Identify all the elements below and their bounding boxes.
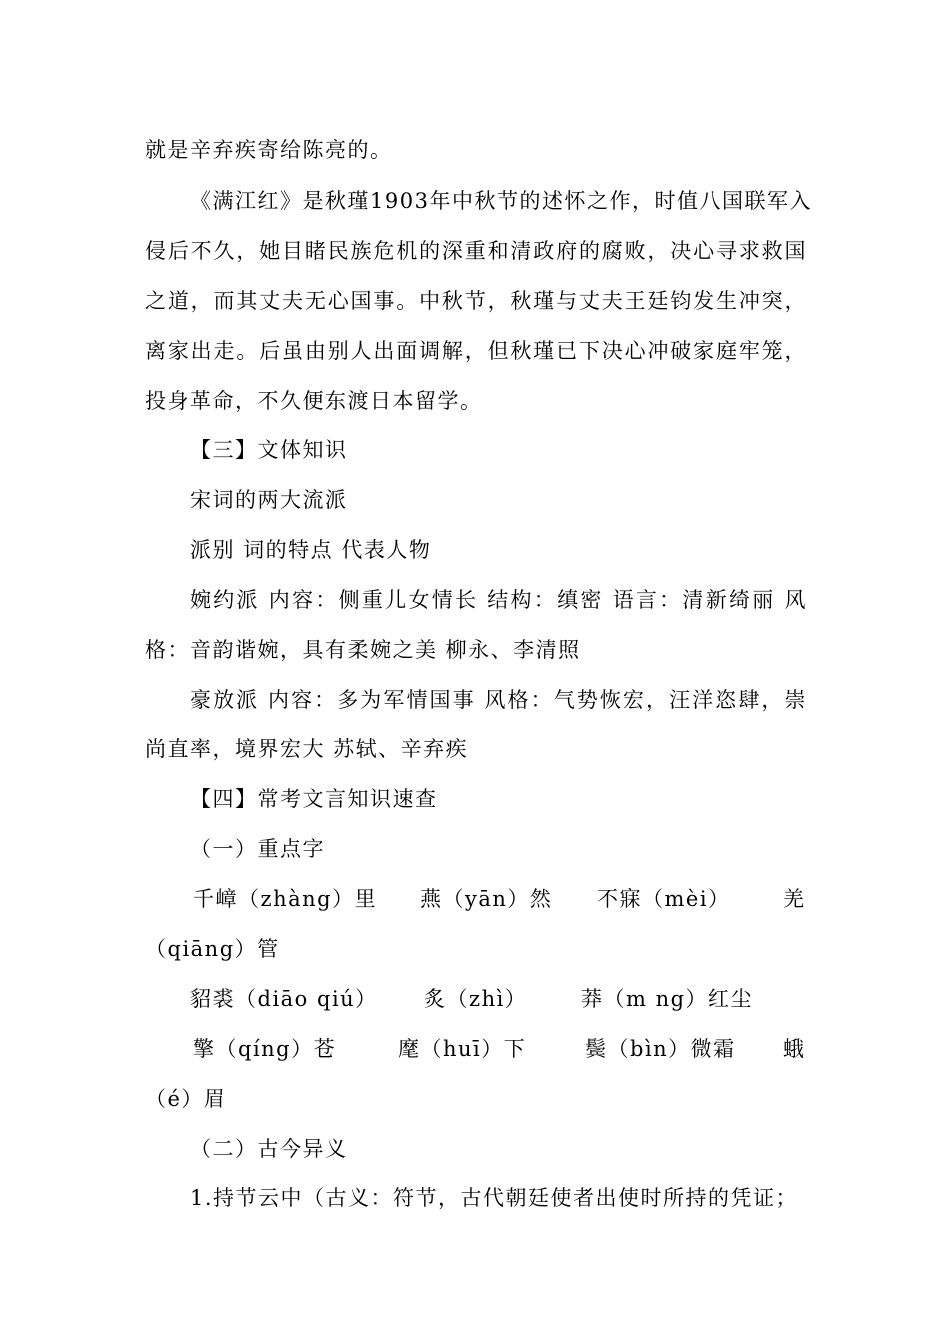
paragraph-line: 投身革命，不久便东渡日本留学。 xyxy=(145,389,483,413)
list-item: 1.持节云中（古义：符节，古代朝廷使者出使时所持的凭证； xyxy=(190,1186,799,1210)
vocab-entry: 麾（huī）下 xyxy=(398,1037,527,1061)
vocab-entry: 貂裘（diāo qiú） xyxy=(190,987,378,1011)
section-heading: 【三】文体知识 xyxy=(190,438,348,462)
subheading: （二）古今异义 xyxy=(190,1137,348,1161)
paragraph-line: 就是辛弃疾寄给陈亮的。 xyxy=(145,138,393,162)
paragraph-line: 侵后不久，她目睹民族危机的深重和清政府的腐败，决心寻求救国 xyxy=(145,239,807,263)
vocab-entry: 燕（yān）然 xyxy=(420,887,553,911)
section-heading: 【四】常考文言知识速查 xyxy=(190,787,438,811)
table-row-line: 格：音韵谐婉，具有柔婉之美 柳永、李清照 xyxy=(145,638,581,662)
table-row-line: 尚直率，境界宏大 苏轼、辛弃疾 xyxy=(145,737,469,761)
table-header-line: 派别 词的特点 代表人物 xyxy=(190,538,432,562)
vocab-entry: 不寐（mèi） xyxy=(597,887,731,911)
vocab-entry: （qiāng）管 xyxy=(145,937,280,961)
subheading: 宋词的两大流派 xyxy=(190,488,348,512)
vocab-entry: （é）眉 xyxy=(145,1087,227,1111)
vocab-entry: 莽（m ng）红尘 xyxy=(581,987,754,1011)
vocab-entry: 蛾 xyxy=(783,1037,806,1061)
paragraph-line: 离家出走。后虽由别人出面调解，但秋瑾已下决心冲破家庭牢笼， xyxy=(145,339,807,363)
vocab-entry: 羌 xyxy=(783,887,806,911)
paragraph-line: 之道，而其丈夫无心国事。中秋节，秋瑾与丈夫王廷钧发生冲突， xyxy=(145,289,807,313)
subheading: （一）重点字 xyxy=(190,837,325,861)
vocab-entry: 炙（zhì） xyxy=(424,987,528,1011)
table-row-line: 婉约派 内容：侧重儿女情长 结构：缜密 语言：清新绮丽 风 xyxy=(190,588,807,612)
table-row-line: 豪放派 内容：多为军情国事 风格：气势恢宏，汪洋恣肆，崇 xyxy=(190,688,807,712)
vocab-entry: 擎（qíng）苍 xyxy=(193,1037,337,1061)
vocab-entry: 千嶂（zhàng）里 xyxy=(193,887,378,911)
vocab-entry: 鬓（bìn）微霜 xyxy=(585,1037,736,1061)
paragraph-line: 《满江红》是秋瑾1903年中秋节的述怀之作，时值八国联军入 xyxy=(190,189,812,213)
